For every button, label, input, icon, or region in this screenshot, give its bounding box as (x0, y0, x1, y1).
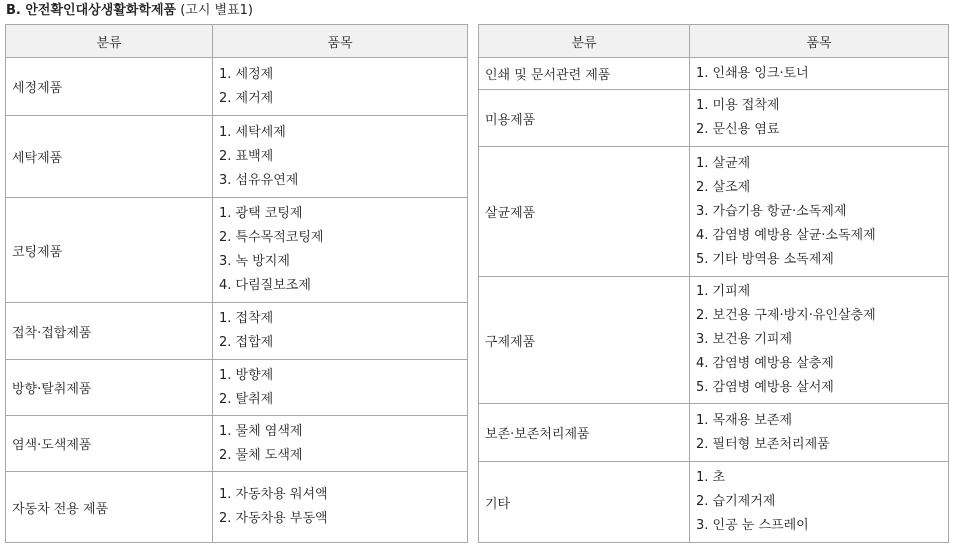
category-cell: 기타 (479, 462, 690, 543)
item-line: 2. 물체 도색제 (219, 447, 303, 463)
section-title-main: B. 안전확인대상생활화학제품 (6, 3, 177, 18)
item-line: 2. 습기제거제 (696, 494, 776, 509)
item-line: 2. 접합제 (219, 335, 274, 350)
item-line: 4. 다림질보조제 (219, 278, 311, 293)
table-row (479, 90, 949, 147)
section-title-sub: (고시 별표1) (180, 3, 253, 18)
item-line: 2. 필터형 보존처리제품 (696, 436, 830, 452)
item-line: 2. 특수목적코팅제 (219, 230, 324, 245)
item-line: 2. 자동차용 부동액 (219, 511, 328, 526)
item-line: 3. 인공 눈 스프레이 (696, 518, 809, 533)
items-cell (690, 147, 949, 277)
items-cell (690, 90, 949, 147)
table-row (479, 462, 949, 543)
item-line: 4. 감염병 예방용 살충제 (696, 356, 834, 371)
category-cell: 살균제품 (479, 147, 690, 277)
category-cell: 보존·보존처리제품 (479, 404, 690, 462)
item-line: 1. 자동차용 워셔액 (219, 487, 328, 502)
column-header-category: 분류 (479, 25, 690, 58)
category-cell: 접착·접합제품 (6, 303, 213, 360)
item-line: 3. 보건용 기피제 (696, 332, 793, 347)
table-row (479, 277, 949, 404)
items-cell (213, 303, 468, 360)
items-cell (213, 116, 468, 198)
category-cell: 방향·탈취제품 (6, 360, 213, 416)
table-row (479, 58, 949, 90)
table-row (6, 303, 468, 360)
category-cell: 세탁제품 (6, 116, 213, 198)
items-cell (213, 416, 468, 472)
item-line: 2. 보건용 구제·방지·유인살충제 (696, 308, 876, 323)
item-line: 2. 표백제 (219, 148, 274, 164)
item-line: 1. 기피제 (696, 284, 751, 299)
item-line: 1. 인쇄용 잉크·토너 (696, 65, 809, 81)
items-cell (690, 277, 949, 404)
item-line: 5. 기타 방역용 소독제제 (696, 251, 834, 267)
item-line: 1. 접착제 (219, 311, 274, 326)
table-row (479, 147, 949, 277)
item-line: 1. 물체 염색제 (219, 423, 303, 439)
item-line: 3. 섬유유연제 (219, 172, 299, 188)
item-line: 2. 탈취제 (219, 391, 274, 407)
item-line: 4. 감염병 예방용 살균·소독제제 (696, 227, 876, 243)
column-header-category: 분류 (6, 25, 213, 58)
left-product-table (5, 24, 468, 543)
item-line: 3. 가습기용 항균·소독제제 (696, 203, 847, 219)
item-line: 1. 광택 코팅제 (219, 206, 303, 221)
items-cell (690, 58, 949, 90)
item-line: 1. 살균제 (696, 155, 751, 171)
items-cell (690, 404, 949, 462)
item-line: 1. 미용 접착제 (696, 98, 780, 113)
table-row (6, 116, 468, 198)
item-line: 1. 목재용 보존제 (696, 412, 793, 428)
column-header-items: 품목 (690, 25, 949, 58)
table-row (6, 198, 468, 303)
items-cell (213, 472, 468, 543)
category-cell: 세정제품 (6, 58, 213, 116)
table-row (6, 416, 468, 472)
category-cell: 인쇄 및 문서관련 제품 (479, 58, 690, 90)
table-row (6, 360, 468, 416)
item-line: 2. 살조제 (696, 179, 751, 195)
category-cell: 코팅제품 (6, 198, 213, 303)
item-line: 1. 방향제 (219, 367, 274, 383)
item-line: 1. 세탁세제 (219, 124, 286, 140)
table-row (6, 58, 468, 116)
category-cell: 염색·도색제품 (6, 416, 213, 472)
items-cell (213, 58, 468, 116)
table-row (6, 472, 468, 543)
items-cell (690, 462, 949, 543)
items-cell (213, 198, 468, 303)
category-cell: 구제제품 (479, 277, 690, 404)
item-line: 2. 제거제 (219, 90, 274, 106)
item-line: 1. 세정제 (219, 66, 274, 82)
column-header-items: 품목 (213, 25, 468, 58)
table-header-row (6, 25, 468, 58)
category-cell: 미용제품 (479, 90, 690, 147)
item-line: 3. 녹 방지제 (219, 254, 290, 269)
table-header-row (479, 25, 949, 58)
item-line: 2. 문신용 염료 (696, 122, 780, 137)
section-title (6, 2, 253, 20)
right-product-table (478, 24, 949, 543)
category-cell: 자동차 전용 제품 (6, 472, 213, 543)
table-row (479, 404, 949, 462)
item-line: 5. 감염병 예방용 살서제 (696, 380, 834, 395)
items-cell (213, 360, 468, 416)
item-line: 1. 초 (696, 470, 726, 485)
